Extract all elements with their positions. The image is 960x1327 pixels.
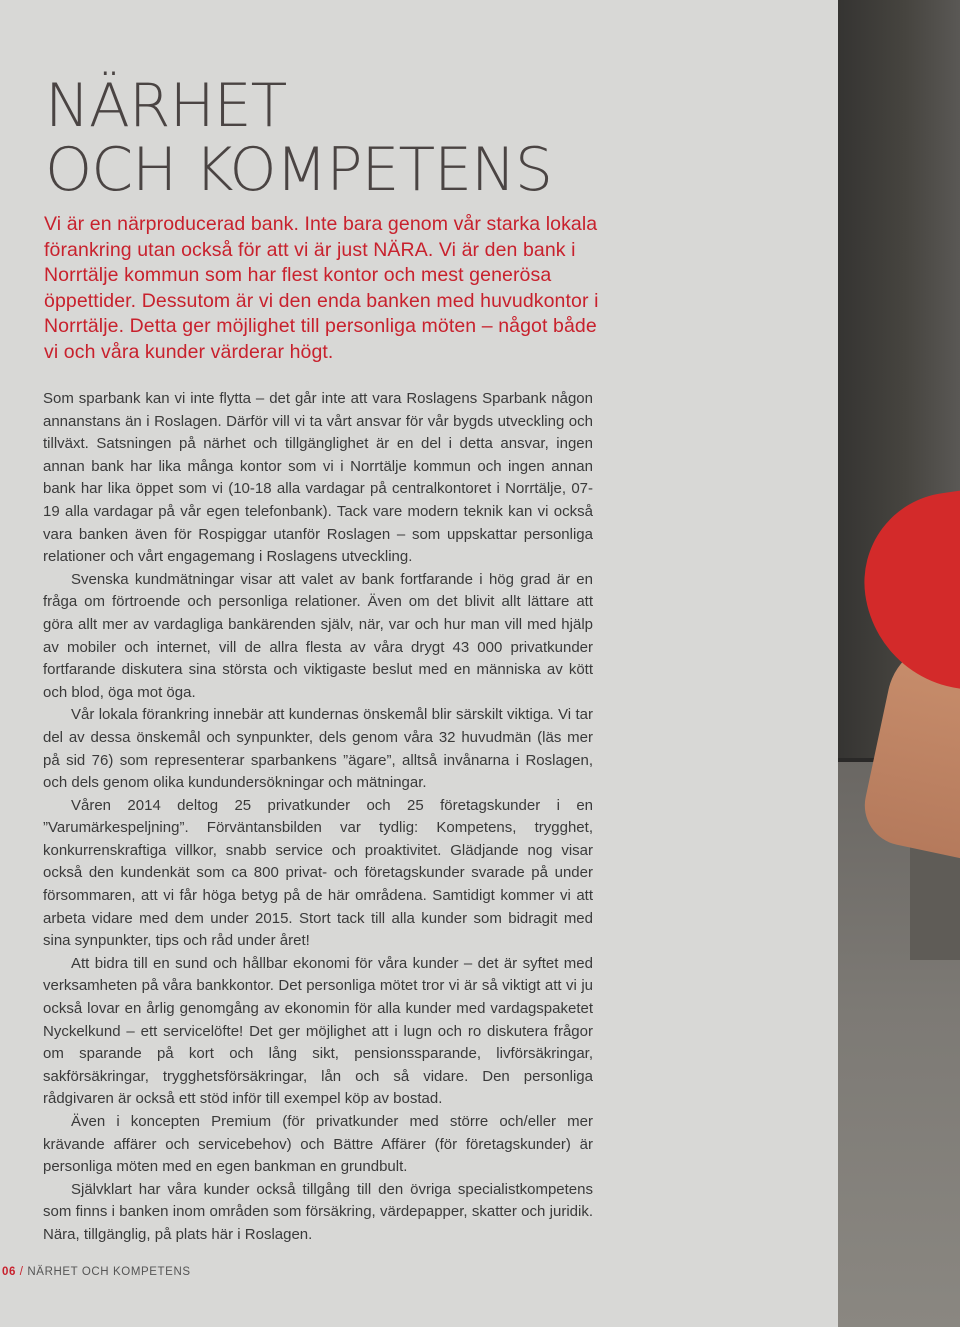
paragraph-6: Även i koncepten Premium (för privatkunder med större och/eller mer krävande affärer och servicebehov) och Bättre Affärer (för företagskunder) är personliga möten med en egen bankman en grundbult.: [43, 1113, 593, 1176]
body-text: [43, 388, 593, 1247]
paragraph-4: Våren 2014 deltog 25 privatkunder och 25 företagskunder i en ”Varumärkespeljning”. Förväntansbilden var tydlig: Kompetens, trygghet, konkurrenskraftiga villkor, snabb service och proaktivitet. Glädjande nog visar också den kundenkät som ca 800 privat- och företagskunder svarade på under försommaren, att vi får höga betyg på de här områdena. Samtidigt kommer vi att arbeta vidare med dem under 2015. Stort tack till alla kunder som bidragit med sina synpunkter, tips och råd under året!: [43, 796, 593, 950]
paragraph-7: Självklart har våra kunder också tillgång till den övriga specialistkompetens som finns i banken inom områden som försäkring, värdepapper, skatter och juridik. Nära, tillgänglig, på plats här i Roslagen.: [43, 1180, 593, 1243]
page-number: 06: [2, 1266, 16, 1278]
footer-separator: /: [19, 1266, 24, 1278]
paragraph-1: Som sparbank kan vi inte flytta – det går inte att vara Roslagens Sparbank någon annanstans än i Roslagen. Därför vill vi ta vårt ansvar för vår bygds utveckling och tillväxt. Satsningen på närhet och tillgänglighet är en del i detta ansvar, ingen annan bank har lika många kontor som vi i Norrtälje kommun och ingen annan bank har lika öppet som vi (10-18 alla vardagar på centralkontoret i Norrtälje, 07-19 alla vardagar på vår egen telefonbank). Tack vare modern teknik kan vi också vara banken även för Rospiggar utanför Roslagen – som uppskattar personliga relationer och vårt engagemang i Roslagens utveckling.: [43, 390, 593, 566]
page-footer: [2, 1266, 191, 1278]
footer-section-title: NÄRHET OCH KOMPETENS: [27, 1266, 191, 1278]
paragraph-2: Svenska kundmätningar visar att valet av bank fortfarande i hög grad är en fråga om förtroende och personliga relationer. Även om det blivit allt lättare att göra allt mer av vardagliga bankärenden själv, när, var och hur man vill med hjälp av mobiler och internet, vill de allra flesta av våra drygt 43 000 privatkunder fortfarande diskutera sina största och viktigaste beslut med en människa av kött och blod, öga mot öga.: [43, 570, 593, 701]
paragraph-5: Att bidra till en sund och hållbar ekonomi för våra kunder – det är syftet med verksamheten på våra bankkontor. Det personliga mötet tror vi är så viktigt att vi ju också lovar en årlig genomgång av ekonomin för alla kunder med vardagspaketet Nyckelkund – ett servicelöfte! Det ger möjlighet att i lugn och ro diskutera frågor om sparande på kort och lång sikt, pensionssparande, livförsäkringar, sakförsäkringar, trygghetsförsäkringar, lån och så vidare. Den personliga rådgivaren är också ett stöd inför till exempel köp av bostad.: [43, 954, 593, 1108]
title-line-2: OCH KOMPETENS: [45, 135, 552, 205]
page-title: [45, 71, 552, 205]
title-line-1: NÄRHET: [45, 71, 287, 141]
paragraph-3: Vår lokala förankring innebär att kundernas önskemål blir särskilt viktiga. Vi tar del av dessa önskemål och synpunkter, dels genom våra 32 huvudmän (läs mer på sid 76) som representerar sparbankens ”ägare”, alltså invånarna i Roslagen, och dels genom olika kundundersökningar och mätningar.: [43, 706, 593, 792]
lead-paragraph: Vi är en närproducerad bank. Inte bara genom vår starka lokala förankring utan också för att vi är just NÄRA. Vi är den bank i Norrtälje kommun som har flest kontor och mest generösa öppettider. Dessutom är vi den enda banken med huvudkontor i Norrtälje. Detta ger möjlighet till personliga möten – något både vi och våra kunder värderar högt.: [44, 213, 599, 363]
side-photo: [838, 0, 960, 1327]
